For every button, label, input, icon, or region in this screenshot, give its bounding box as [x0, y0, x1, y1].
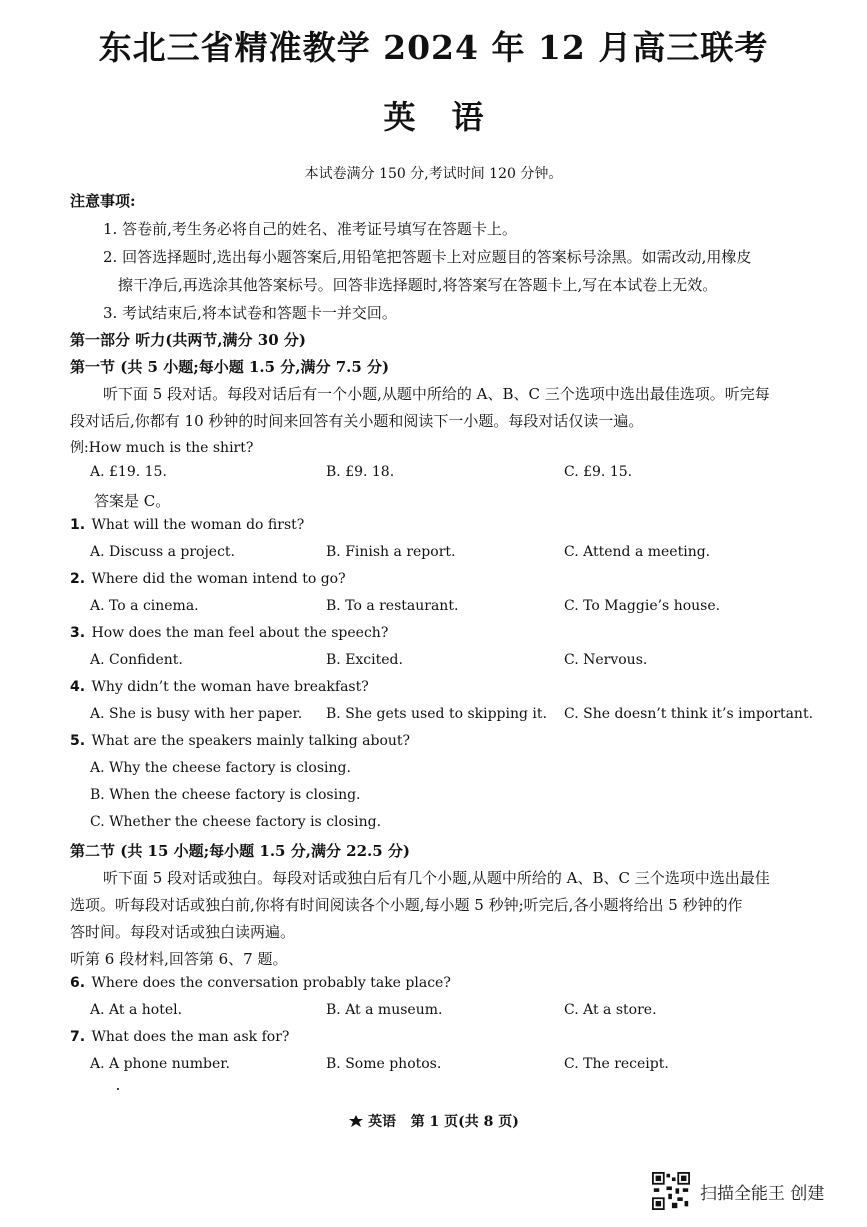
- question-text: What will the woman do first?: [91, 517, 305, 533]
- section2-heading: 第二节 (共 15 小题;每小题 1.5 分,满分 22.5 分): [70, 842, 411, 860]
- question-text: What are the speakers mainly talking about?: [91, 733, 411, 749]
- exam-title: 东北三省精准教学 2024 年 12 月高三联考: [98, 28, 769, 67]
- q5-option-c: C. Whether the cheese factory is closing.: [90, 814, 382, 830]
- question-6: [70, 975, 451, 991]
- question-2: [70, 571, 346, 587]
- q3-option-b: B. Excited.: [326, 652, 403, 668]
- scanner-watermark: [652, 1172, 824, 1210]
- qr-code-icon: [652, 1172, 690, 1210]
- q4-option-c: C. She doesn’t think it’s important.: [564, 706, 814, 722]
- footer-subject: 英语: [368, 1114, 397, 1130]
- notes-heading: 注意事项:: [70, 192, 136, 210]
- example-option-c: C. £9. 15.: [564, 464, 633, 480]
- question-text: Where does the conversation probably take place?: [91, 975, 451, 991]
- section2-instruction-2: 选项。听每段对话或独白前,你将有时间阅读各个小题,每小题 5 秒钟;听完后,各小题将给出 5 秒钟的作: [70, 896, 743, 914]
- q4-option-b: B. She gets used to skipping it.: [326, 706, 547, 722]
- subject-char-2: 语: [451, 98, 484, 136]
- question-number: 3.: [70, 625, 86, 641]
- section1-instruction-2: 段对话后,你都有 10 秒钟的时间来回答有关小题和阅读下一小题。每段对话仅读一遍。: [70, 412, 644, 430]
- q6-option-c: C. At a store.: [564, 1002, 657, 1018]
- section2-instruction-3: 答时间。每段对话或独白读两遍。: [70, 923, 296, 941]
- q5-option-a: A. Why the cheese factory is closing.: [90, 760, 351, 776]
- question-text: How does the man feel about the speech?: [91, 625, 389, 641]
- example-option-b: B. £9. 18.: [326, 464, 395, 480]
- exam-meta: 本试卷满分 150 分,考试时间 120 分钟。: [304, 166, 563, 182]
- page-footer: [0, 1111, 867, 1131]
- scanner-watermark-text: 扫描全能王 创建: [700, 1183, 825, 1204]
- exam-logo-icon: [348, 1114, 364, 1128]
- scan-speck: [117, 1088, 119, 1090]
- q3-option-c: C. Nervous.: [564, 652, 648, 668]
- question-number: 7.: [70, 1029, 86, 1045]
- q2-option-a: A. To a cinema.: [90, 598, 199, 614]
- section1-heading: 第一节 (共 5 小题;每小题 1.5 分,满分 7.5 分): [70, 358, 390, 376]
- q6-option-a: A. At a hotel.: [90, 1002, 183, 1018]
- note-item-2-cont: 擦干净后,再选涂其他答案标号。回答非选择题时,将答案写在答题卡上,写在本试卷上无效。: [118, 276, 718, 294]
- question-text: Why didn’t the woman have breakfast?: [91, 679, 369, 695]
- q1-option-b: B. Finish a report.: [326, 544, 456, 560]
- part1-heading: 第一部分 听力(共两节,满分 30 分): [70, 331, 306, 349]
- footer-page: 第 1 页(共 8 页): [410, 1114, 519, 1130]
- q2-option-b: B. To a restaurant.: [326, 598, 459, 614]
- section1-instruction-1: 听下面 5 段对话。每段对话后有一个小题,从题中所给的 A、B、C 三个选项中选出最佳选项。听完每: [103, 385, 770, 403]
- note-item-3: 3. 考试结束后,将本试卷和答题卡一并交回。: [103, 304, 397, 322]
- question-4: [70, 679, 369, 695]
- question-number: 5.: [70, 733, 86, 749]
- q3-option-a: A. Confident.: [90, 652, 183, 668]
- q7-option-a: A. A phone number.: [90, 1056, 230, 1072]
- question-1: [70, 517, 304, 533]
- subject-char-1: 英: [383, 98, 416, 136]
- q5-option-b: B. When the cheese factory is closing.: [90, 787, 361, 803]
- question-text: Where did the woman intend to go?: [91, 571, 346, 587]
- question-number: 1.: [70, 517, 86, 533]
- q7-option-c: C. The receipt.: [564, 1056, 669, 1072]
- question-number: 6.: [70, 975, 86, 991]
- q7-option-b: B. Some photos.: [326, 1056, 442, 1072]
- question-number: 4.: [70, 679, 86, 695]
- question-text: What does the man ask for?: [91, 1029, 290, 1045]
- example-answer: 答案是 C。: [94, 492, 171, 510]
- question-3: [70, 625, 388, 641]
- question-7: [70, 1029, 289, 1045]
- material-6-note: 听第 6 段材料,回答第 6、7 题。: [70, 950, 288, 968]
- subject-title: [0, 92, 867, 138]
- example-option-a: A. £19. 15.: [90, 464, 167, 480]
- question-5: [70, 733, 410, 749]
- note-item-2: 2. 回答选择题时,选出每小题答案后,用铅笔把答题卡上对应题目的答案标号涂黑。如需改动,用橡皮: [103, 248, 752, 266]
- q2-option-c: C. To Maggie’s house.: [564, 598, 721, 614]
- q4-option-a: A. She is busy with her paper.: [90, 706, 303, 722]
- q6-option-b: B. At a museum.: [326, 1002, 443, 1018]
- q1-option-c: C. Attend a meeting.: [564, 544, 711, 560]
- question-number: 2.: [70, 571, 86, 587]
- section2-instruction-1: 听下面 5 段对话或独白。每段对话或独白后有几个小题,从题中所给的 A、B、C 三个选项中选出最佳: [103, 869, 770, 887]
- q1-option-a: A. Discuss a project.: [90, 544, 235, 560]
- example-question: 例:How much is the shirt?: [70, 440, 254, 456]
- note-item-1: 1. 答卷前,考生务必将自己的姓名、准考证号填写在答题卡上。: [103, 220, 517, 238]
